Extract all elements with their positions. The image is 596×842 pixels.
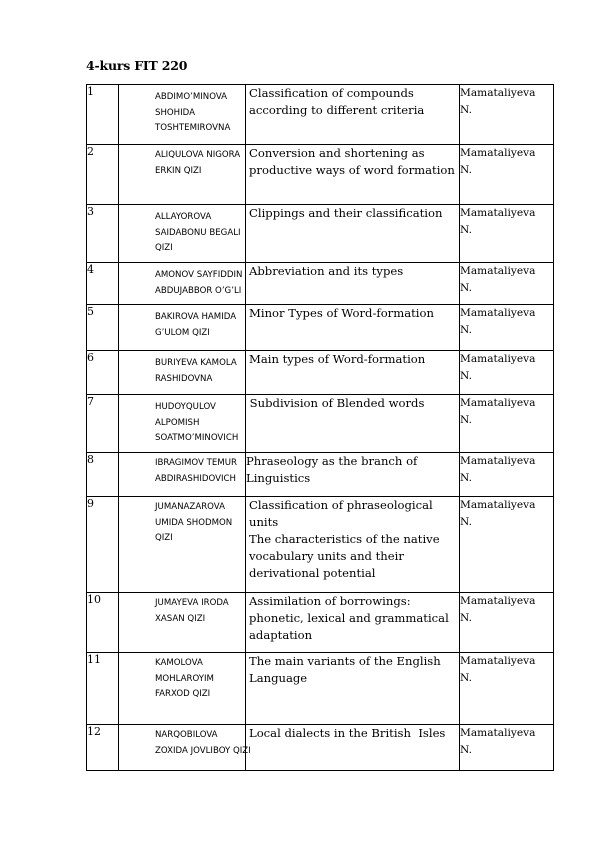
supervisor-cell: [460, 351, 554, 395]
supervisor-cell: [460, 145, 554, 205]
supervisor-line: N.: [460, 224, 472, 236]
student-name: [119, 497, 246, 593]
topic-line: Subdivision of Blended words: [246, 396, 425, 410]
student-name: [119, 395, 246, 453]
supervisor-line: Mamataliyeva: [460, 87, 536, 99]
student-name-line: ABDIMO’MINOVA: [155, 92, 228, 102]
supervisor-cell: [460, 395, 554, 453]
topic-cell: [246, 497, 460, 593]
topic-line: The main variants of the English: [249, 654, 441, 668]
supervisor-cell: [460, 453, 554, 497]
student-name-line: ALLAYOROVA: [155, 212, 212, 222]
student-name-line: G’ULOM QIZI: [155, 327, 210, 338]
row-number: 7: [87, 395, 119, 453]
supervisor-cell: [460, 653, 554, 725]
assignment-table: [86, 84, 554, 771]
row-number: 1: [87, 85, 119, 145]
topic-line: Classification of compounds: [249, 86, 414, 100]
supervisor-cell: [460, 85, 554, 145]
supervisor-line: N.: [460, 164, 472, 176]
topic-cell: [246, 395, 460, 453]
student-name: [119, 351, 246, 395]
supervisor-line: Mamataliyeva: [460, 655, 536, 667]
student-name-line: SAIDABONU BEGALI: [155, 227, 241, 238]
page-title: 4-kurs FIT 220: [86, 58, 188, 73]
student-name-line: BURIYEVA KAMOLA: [155, 358, 237, 368]
row-number: 5: [87, 305, 119, 351]
student-name-line: UMIDA SHODMON: [155, 517, 233, 528]
supervisor-line: Mamataliyeva: [460, 307, 536, 319]
row-number: 9: [87, 497, 119, 593]
supervisor-line: Mamataliyeva: [460, 353, 536, 365]
topic-line: Assimilation of borrowings:: [249, 594, 411, 608]
topic-line: Local dialects in the British Isles: [249, 726, 446, 740]
supervisor-line: N.: [460, 104, 472, 116]
supervisor-cell: [460, 497, 554, 593]
topic-line: Classification of phraseological: [249, 498, 433, 512]
topic-line: Language: [249, 671, 308, 685]
table-row: [87, 351, 554, 395]
row-number: 3: [87, 205, 119, 263]
student-name: [119, 85, 246, 145]
supervisor-line: N.: [460, 672, 472, 684]
table-row: [87, 263, 554, 305]
supervisor-line: Mamataliyeva: [460, 499, 536, 511]
student-name-line: SOATMO’MINOVICH: [155, 433, 239, 443]
student-name: [119, 205, 246, 263]
topic-cell: [246, 85, 460, 145]
student-name-line: QIZI: [155, 243, 173, 253]
student-name-line: FARXOD QIZI: [155, 689, 211, 699]
topic-line: Phraseology as the branch of: [246, 454, 418, 468]
student-name-line: XASAN QIZI: [155, 613, 206, 624]
topic-cell: [246, 725, 460, 771]
student-name: [119, 453, 246, 497]
supervisor-cell: [460, 725, 554, 771]
topic-cell: [246, 305, 460, 351]
topic-line: Conversion and shortening as: [249, 146, 425, 160]
student-name-line: KAMOLOVA: [155, 658, 203, 668]
student-name: [119, 593, 246, 653]
student-name-line: ABDUJABBOR O’G’LI: [155, 285, 242, 296]
topic-cell: [246, 205, 460, 263]
student-name-line: IBRAGIMOV TEMUR: [155, 458, 237, 468]
student-name-line: AMONOV SAYFIDDIN: [155, 270, 243, 280]
topic-line: The characteristics of the native: [249, 532, 440, 546]
table-row: [87, 453, 554, 497]
supervisor-cell: [460, 205, 554, 263]
supervisor-line: N.: [460, 612, 472, 624]
supervisor-line: Mamataliyeva: [460, 455, 536, 467]
student-name-line: ERKIN QIZI: [155, 165, 202, 176]
row-number: 6: [87, 351, 119, 395]
student-name: [119, 653, 246, 725]
supervisor-line: N.: [460, 516, 472, 528]
supervisor-line: Mamataliyeva: [460, 397, 536, 409]
topic-cell: [246, 593, 460, 653]
topic-line: productive ways of word formation: [249, 163, 455, 177]
student-name-line: MOHLAROYIM: [155, 673, 214, 684]
topic-line: vocabulary units and their: [249, 549, 404, 563]
table-row: [87, 653, 554, 725]
student-name-line: RASHIDOVNA: [155, 373, 213, 384]
student-name-line: ABDIRASHIDOVICH: [155, 473, 236, 484]
topic-line: units: [249, 515, 279, 529]
topic-cell: [246, 453, 460, 497]
table-row: [87, 205, 554, 263]
supervisor-line: Mamataliyeva: [460, 595, 536, 607]
student-name-line: SHOHIDA: [155, 107, 196, 118]
row-number: 8: [87, 453, 119, 497]
supervisor-line: Mamataliyeva: [460, 727, 536, 739]
supervisor-line: N.: [460, 370, 472, 382]
supervisor-line: N.: [460, 472, 472, 484]
student-name-line: ZOXIDA JOVLIBOY QIZI: [155, 745, 251, 756]
topic-line: according to different criteria: [249, 103, 425, 117]
student-name: [119, 145, 246, 205]
row-number: 12: [87, 725, 119, 771]
table-row: [87, 593, 554, 653]
row-number: 2: [87, 145, 119, 205]
topic-line: adaptation: [249, 628, 313, 642]
row-number: 4: [87, 263, 119, 305]
student-name-line: NARQOBILOVA: [155, 730, 218, 740]
student-name: [119, 305, 246, 351]
student-name-line: BAKIROVA HAMIDA: [155, 312, 237, 322]
topic-line: Minor Types of Word-formation: [249, 306, 434, 320]
student-name-line: TOSHTEMIROVNA: [155, 123, 231, 133]
student-name-line: ALPOMISH: [155, 417, 200, 428]
topic-line: Linguistics: [246, 471, 311, 485]
table-row: [87, 725, 554, 771]
table-row: [87, 85, 554, 145]
supervisor-line: N.: [460, 744, 472, 756]
student-name-line: ALIQULOVA NIGORA: [155, 150, 241, 160]
topic-cell: [246, 145, 460, 205]
student-name-line: JUMAYEVA IRODA: [155, 598, 229, 608]
student-name-line: HUDOYQULOV: [155, 402, 216, 412]
topic-line: Main types of Word-formation: [249, 352, 426, 366]
supervisor-line: N.: [460, 414, 472, 426]
table-row: [87, 305, 554, 351]
table-row: [87, 145, 554, 205]
supervisor-line: N.: [460, 282, 472, 294]
table-row: [87, 395, 554, 453]
topic-cell: [246, 351, 460, 395]
supervisor-cell: [460, 305, 554, 351]
supervisor-line: Mamataliyeva: [460, 207, 536, 219]
table-row: [87, 497, 554, 593]
topic-cell: [246, 653, 460, 725]
student-name-line: QIZI: [155, 533, 173, 543]
row-number: 10: [87, 593, 119, 653]
topic-line: phonetic, lexical and grammatical: [249, 611, 449, 625]
supervisor-line: N.: [460, 324, 472, 336]
topic-line: Abbreviation and its types: [249, 264, 404, 278]
supervisor-line: Mamataliyeva: [460, 265, 536, 277]
topic-line: Clippings and their classification: [249, 206, 443, 220]
topic-line: derivational potential: [249, 566, 376, 580]
supervisor-line: Mamataliyeva: [460, 147, 536, 159]
student-name: [119, 725, 251, 771]
topic-cell: [246, 263, 460, 305]
row-number: 11: [87, 653, 119, 725]
student-name-line: JUMANAZAROVA: [155, 502, 225, 512]
supervisor-cell: [460, 263, 554, 305]
supervisor-cell: [460, 593, 554, 653]
student-name: [119, 263, 246, 305]
